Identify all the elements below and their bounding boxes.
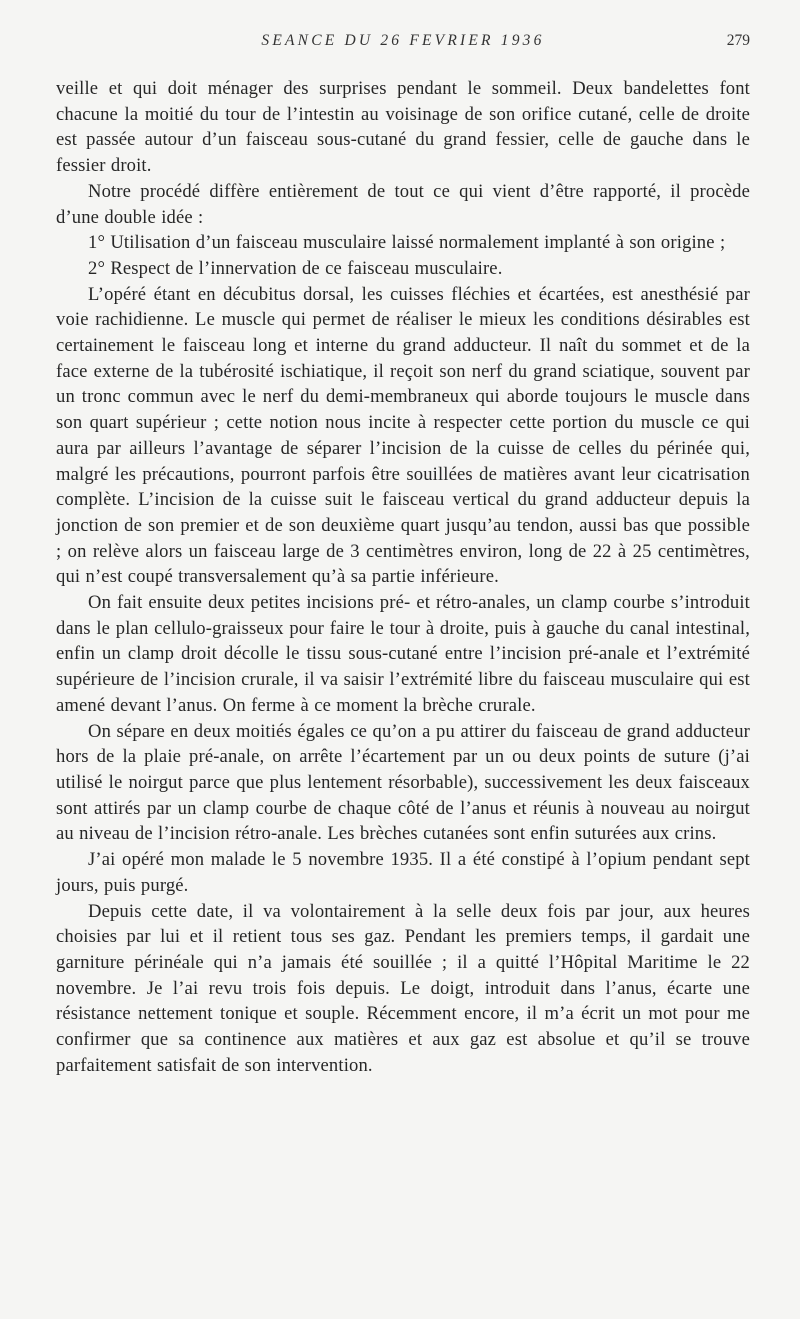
paragraph-operation-date: J’ai opéré mon malade le 5 novembre 1935. Il a été constipé à l’opium pendant sept jours, puis purgé. [56,849,750,896]
header-title: SEANCE DU 26 FEVRIER 1936 [261,32,545,49]
paragraph-idea-1: 1° Utilisation d’un faisceau musculaire laissé normalement implanté à son origine ; [88,232,726,254]
paragraph-suture: On sépare en deux moitiés égales ce qu’on a pu attirer du faisceau de grand adducteur hors de la plaie pré-anale, on arrête l’écartement par un ou deux points de suture (j’ai utilisé le noirgut parce que plus lentement résorbable), successivement les deux faisceaux sont attirés par un clamp courbe de chaque côté de l’anus et réunis à nouveau au noirgut au niveau de l’incision rétro-anale. Les brèches cutanées sont enfin suturées aux crins. [56,720,750,845]
paragraph-technique: L’opéré étant en décubitus dorsal, les cuisses fléchies et écartées, est anesthésié par voie rachidienne. Le muscle qui permet de réaliser le mieux les conditions désirables est certainement le faisceau long et interne du grand adducteur. Il naît du sommet et de la face externe de la tubérosité ischiatique, il reçoit son nerf du grand sciatique, souvent par un tronc commun avec le nerf du demi-membraneux qui aborde toujours le muscle dans son quart supérieur ; cette notion nous incite à respecter cette portion du muscle ce qui aura par ailleurs l’avantage de séparer l’incision de la cuisse de celles du périnée qui, malgré les précautions, pourront parfois être souillées de matières avant leur cicatrisation complète. L’incision de la cuisse suit le faisceau vertical du grand adducteur depuis la jonction de son premier et de son deuxième quart jusqu’au tendon, aussi bas que possible ; on relève alors un faisceau large de 3 centimètres environ, long de 22 à 25 centimètres, qui n’est coupé transversalement qu’à sa partie inférieure. [56,283,750,588]
paragraph-procedure-intro: Notre procédé diffère entièrement de tout ce qui vient d’être rapporté, il procède d’une double idée : [56,180,750,228]
paragraph-idea-2: 2° Respect de l’innervation de ce faisceau musculaire. [88,257,503,279]
running-header [56,32,750,54]
page-number: 279 [726,32,750,49]
paragraph-incisions: On fait ensuite deux petites incisions pré- et rétro-anales, un clamp courbe s’introduit dans le plan cellulo-graisseux pour faire le tour à droite, puis à gauche du canal intestinal, enfin un clamp droit décolle le tissu sous-cutané entre l’incision pré-anale et l’extrémité supérieure de l’incision crurale, il va saisir l’extrémité libre du faisceau musculaire qui est amené devant l’anus. On ferme à ce moment la brèche crurale. [56,592,750,716]
paragraph-continuation: veille et qui doit ménager des surprises pendant le sommeil. Deux bandelettes font chacune la moitié du tour de l’intestin au voisinage de son orifice cutané, celle de droite est passée autour d’un faisceau sous-cutané du grand fessier, celle de gauche dans le fessier droit. [56,78,750,177]
paragraph-outcome: Depuis cette date, il va volontairement à la selle deux fois par jour, aux heures choisies par lui et il retient tous ses gaz. Pendant les premiers temps, il gardait une garniture périnéale qui n’a jamais été souillée ; il a quitté l’Hôpital Maritime le 22 novembre. Je l’ai revu trois fois depuis. Le doigt, introduit dans l’anus, écarte une résistance nettement tonique et souple. Récemment encore, il m’a écrit un mot pour me confirmer que sa continence aux matières et aux gaz est absolue et qu’il se trouve parfaitement satisfait de son intervention. [56,900,750,1076]
body-text [56,76,750,1078]
